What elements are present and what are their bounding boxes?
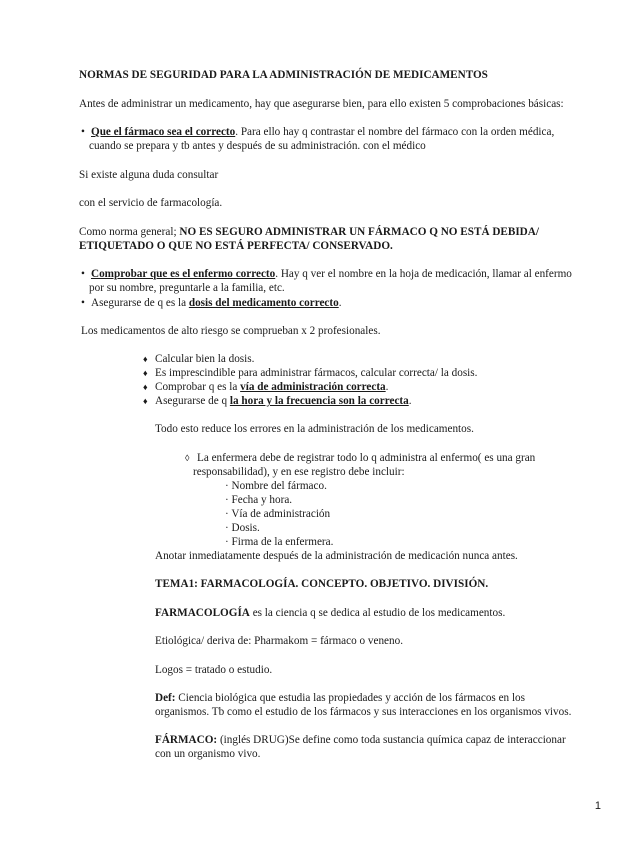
term: Def: (155, 692, 176, 704)
diamond-item (143, 366, 477, 380)
emphasis: Comprobar que es el enfermo correcto (91, 268, 276, 280)
paragraph: con el servicio de farmacología. (79, 197, 223, 209)
diamond-text: Asegurarse de q (155, 395, 230, 407)
definition-def (155, 691, 525, 705)
register-list-item: · Firma de la enfermera. (225, 536, 334, 548)
register-continuation: responsabilidad), y en ese registro debe incluir: (193, 466, 405, 478)
paragraph: Anotar inmediatamente después de la administración de medicación nunca antes. (155, 550, 518, 562)
register-list-item: · Vía de administración (225, 508, 331, 520)
general-lead: Como norma general; (79, 226, 180, 238)
bullet-text: Asegurarse de q es la (91, 297, 189, 309)
diamond-item (143, 394, 412, 408)
emphasis: Que el fármaco sea el correcto (91, 126, 236, 138)
hollow-diamond-icon: ◊ (185, 453, 190, 463)
diamond-item (143, 352, 254, 366)
emphasis: la hora y la frecuencia son la correcta (229, 395, 409, 407)
diamond-icon: ♦ (143, 354, 148, 364)
general-emphasis-line2: ETIQUETADO O QUE NO ESTÁ PERFECTA/ CONSERVADO. (79, 240, 393, 252)
emphasis: vía de administración correcta (240, 381, 386, 393)
paragraph: Si existe alguna duda consultar (79, 169, 219, 181)
register-list-item: · Fecha y hora. (225, 494, 293, 506)
emphasis: dosis del medicamento correcto (188, 297, 339, 309)
definition-text: (inglés DRUG)Se define como toda sustancia química capaz de interaccionar (217, 734, 566, 746)
term: FÁRMACO: (155, 734, 218, 746)
bullet-text: . Hay q ver el nombre en la hoja de medicación, llamar al enfermo (275, 268, 572, 280)
diamond-text: Comprobar q es la (155, 381, 241, 393)
bullet-text: . Para ello hay q contrastar el nombre del fármaco con la orden médica, (235, 126, 555, 138)
bullet-farmaco-correcto (81, 125, 554, 139)
register-text: La enfermera debe de registrar todo lo q administra al enfermo( es una gran (197, 452, 536, 464)
definition-text: es la ciencia q se dedica al estudio de los medicamentos. (249, 607, 506, 619)
register-item (185, 451, 535, 465)
bullet-text: . (338, 297, 342, 309)
paragraph: Logos = tratado o estudio. (155, 664, 273, 676)
term: FARMACOLOGÍA (155, 607, 250, 619)
diamond-icon: ♦ (143, 368, 148, 378)
definition-farmaco (155, 733, 566, 747)
definition-text: Ciencia biológica que estudia las propiedades y acción de los fármacos en los (175, 692, 525, 704)
diamond-text: . (385, 381, 389, 393)
page-title: NORMAS DE SEGURIDAD PARA LA ADMINISTRACIÓN DE MEDICAMENTOS (79, 69, 488, 81)
bullet-dot: • (81, 126, 85, 138)
diamond-text: Es imprescindible para administrar fármacos, calcular correcta/ la dosis. (155, 367, 478, 379)
definition-farmacologia (155, 606, 505, 620)
paragraph: Todo esto reduce los errores en la administración de los medicamentos. (155, 423, 474, 435)
general-emphasis: NO ES SEGURO ADMINISTRAR UN FÁRMACO Q NO ESTÁ DEBIDA/ (179, 226, 539, 238)
diamond-text: Calcular bien la dosis. (155, 353, 255, 365)
diamond-icon: ♦ (143, 382, 148, 392)
register-list-item: · Nombre del fármaco. (225, 480, 327, 492)
bullet-dosis-correcta (81, 296, 342, 310)
paragraph: Etiológica/ deriva de: Pharmakom = fármaco o veneno. (155, 635, 403, 647)
bullet-dot: • (81, 297, 85, 309)
bullet-dot: • (81, 268, 85, 280)
bullet-continuation: por su nombre, preguntarle a la familia, etc. (89, 282, 285, 294)
diamond-icon: ♦ (143, 396, 148, 406)
diamond-text: . (408, 395, 412, 407)
intro-paragraph: Antes de administrar un medicamento, hay que asegurarse bien, para ello existen 5 comprobaciones básicas: (79, 98, 564, 110)
bullet-enfermo-correcto (81, 267, 572, 281)
diamond-item (143, 380, 388, 394)
definition-continuation: con un organismo vivo. (155, 748, 261, 760)
register-list-item: · Dosis. (225, 522, 260, 534)
bullet-continuation: cuando se prepara y tb antes y después de su administración. con el médico (89, 140, 426, 152)
paragraph: Los medicamentos de alto riesgo se comprueban x 2 profesionales. (81, 325, 381, 337)
section-heading: TEMA1: FARMACOLOGÍA. CONCEPTO. OBJETIVO. DIVISIÓN. (155, 578, 489, 590)
general-rule (79, 225, 539, 239)
definition-continuation: organismos. Tb como el estudio de los fármacos y sus interacciones en los organismos vivos. (155, 706, 572, 718)
page-number: 1 (594, 800, 601, 812)
